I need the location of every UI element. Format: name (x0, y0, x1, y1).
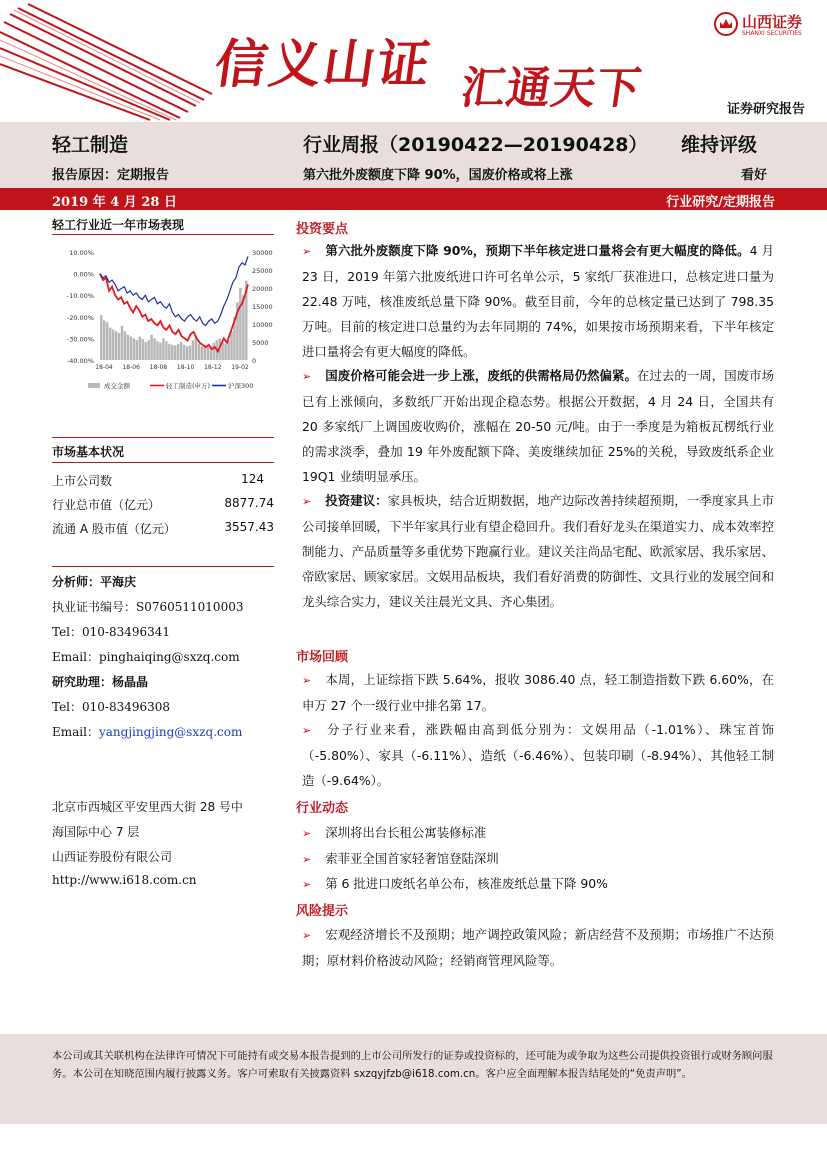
volume-bar (189, 346, 192, 360)
market-label: 上市公司数 (52, 474, 113, 488)
sector-title: 轻工制造 (52, 134, 129, 156)
news-item: ➢ 深圳将出台长租公寓装修标准 (302, 825, 487, 840)
volume-bar (153, 338, 156, 360)
analyst-cert: 执业证书编号：S0760511010003 (52, 600, 244, 614)
assistant-tel: Tel：010-83496308 (52, 700, 171, 714)
divider (52, 234, 274, 235)
slogan-secondary: 汇通天下 (457, 63, 645, 114)
analyst-name: 分析师：平海庆 (52, 575, 137, 589)
volume-bar (207, 347, 210, 360)
y-left-tick-label: -20.00% (66, 313, 94, 322)
slogan-primary: 信义山证 (211, 35, 436, 95)
market-value: 124 (241, 472, 264, 486)
volume-bar (177, 344, 180, 360)
y-right-tick-label: 10000 (252, 321, 273, 329)
analyst-email: Email：pinghaiqing@sxzq.com (52, 650, 240, 664)
assistant-name: 研究助理：杨晶晶 (52, 675, 149, 689)
y-right-tick-label: 25000 (252, 267, 273, 275)
company-website[interactable]: http://www.i618.com.cn (52, 873, 197, 887)
report-header (0, 0, 827, 122)
x-tick-label: 18-08 (149, 364, 168, 371)
logo-text-en: SHANXI SECURITIES (742, 30, 802, 37)
volume-bar (180, 342, 183, 360)
divider (52, 462, 274, 463)
volume-bar (204, 347, 207, 360)
y-left-tick-label: 0.00% (73, 270, 94, 279)
market-label: 流通 A 股市值（亿元） (52, 522, 176, 536)
volume-bar (239, 288, 242, 360)
bullet-arrow-icon: ➢ (302, 495, 312, 508)
analyst-tel: Tel：010-83496341 (52, 625, 171, 639)
volume-bar (112, 329, 115, 360)
report-tag: 证券研究报告 (726, 102, 805, 117)
address-line-1: 北京市西城区平安里西大街 28 号中 (52, 800, 243, 814)
market-row-listed (52, 472, 274, 489)
volume-bar (133, 338, 136, 360)
volume-bar (165, 341, 168, 360)
report-type: 行业研究/定期报告 (666, 195, 775, 210)
y-right-tick-label: 30000 (252, 249, 273, 257)
series-line (100, 256, 248, 325)
volume-bar (136, 340, 139, 360)
company-logo (714, 10, 814, 40)
volume-bar (127, 335, 130, 360)
volume-bar (242, 295, 245, 360)
volume-bar (201, 346, 204, 360)
y-right-tick-label: 5000 (252, 339, 269, 347)
review-point-2: ➢ 分子行业来看，涨跌幅由高到低分别为：文娱用品（-1.01%）、珠宝首饰（-5.80%）、家具（-6.11%）、造纸（-6.46%）、包装印刷（-8.94%）、其他轻工制造（-9.64%）。 (302, 722, 774, 788)
invest-point-1: ➢ 第六批外废额度下降 90%，预期下半年核定进口量将会有更大幅度的降低。4 月 23 日，2019 年第六批废纸进口许可名单公示，5 家纸厂获准进口，总核定进口量为 22.48 万吨，核准废纸总量下降 90%。截至目前，今年的总核定量已达到了 798.35 万吨。目前的核定进口总量约为去年同期的 74%，如果按市场预期来看，下半年核定进口量将会有更大幅度的降低。 (302, 243, 774, 359)
y-left-tick-label: 10.00% (69, 249, 94, 257)
volume-bar (144, 342, 147, 360)
market-performance-chart (52, 240, 274, 396)
x-tick-label: 19-02 (231, 364, 249, 371)
x-tick-label: 18-04 (95, 364, 113, 371)
y-left-tick-label: -10.00% (66, 292, 94, 301)
y-right-tick-label: 15000 (252, 303, 273, 311)
report-date: 2019 年 4 月 28 日 (52, 195, 177, 210)
logo-icon (714, 12, 738, 36)
x-tick-label: 18-06 (122, 364, 140, 371)
chart-title: 轻工行业近一年市场表现 (52, 218, 185, 232)
market-row-float-cap (52, 520, 274, 537)
volume-bar (124, 331, 127, 360)
section-title-review: 市场回顾 (296, 650, 349, 665)
bullet-arrow-icon: ➢ (302, 827, 312, 840)
volume-bar (162, 338, 165, 360)
section-title-invest: 投资要点 (296, 222, 349, 237)
volume-bar (115, 331, 118, 360)
divider (52, 437, 274, 438)
section-title-risk: 风险提示 (296, 904, 349, 919)
bullet-arrow-icon: ➢ (302, 724, 312, 737)
bullet-arrow-icon: ➢ (302, 929, 312, 942)
volume-bar (230, 331, 233, 360)
volume-bar (212, 343, 215, 360)
legend-label: 沪深300 (228, 382, 254, 390)
news-item: ➢ 索菲亚全国首家轻奢馆登陆深圳 (302, 851, 499, 866)
volume-bar (118, 333, 121, 360)
report-title: 行业周报（20190422—20190428） (303, 134, 648, 156)
y-left-tick-label: -40.00% (66, 357, 94, 365)
invest-point-2: ➢ 国废价格可能会进一步上涨，废纸的供需格局仍然偏紧。在过去的一周，国废市场已有上涨倾向，多数纸厂开始出现企稳态势。根据公开数据，4 月 24 日，全国共有 20 多家纸厂上调国废收购价，涨幅在 20-50 元/吨。由于一季度是为箱板瓦楞纸行业的需求淡季，叠加 19 年外废配额下降、美废继续加征 25%的关税，导致废纸系企业 19Q1 业绩明显承压。 (302, 368, 775, 484)
volume-bar (159, 343, 162, 360)
volume-bar (106, 322, 109, 360)
market-value: 3557.43 (224, 520, 274, 534)
volume-bar (150, 335, 153, 360)
assistant-email: Email：yangjingjing@sxzq.com (52, 725, 243, 739)
legend-label: 成交金额 (104, 382, 130, 390)
rating-label: 维持评级 (681, 134, 758, 156)
bullet-arrow-icon: ➢ (302, 370, 312, 383)
report-reason: 报告原因：定期报告 (52, 168, 170, 183)
invest-point-3: ➢ 投资建议：家具板块，结合近期数据，地产边际改善持续超预期，一季度家具上市公司接单回暖，下半年家具行业有望企稳回升。我们看好龙头在渠道实力、成本效率控制能力、产品质量等多重优势下跑赢行业。建议关注尚品宅配、欧派家居、我乐家居、帝欧家居、顾家家居。文娱用品板块，我们看好消费的防御性、文具行业的发展空间和龙头综合实力，建议关注晨光文具、齐心集团。 (302, 493, 774, 609)
review-point-1: ➢ 本周，上证综指下跌 5.64%，报收 3086.40 点，轻工制造指数下跌 6.60%，在申万 27 个一级行业中排名第 17。 (302, 672, 774, 713)
bullet-arrow-icon: ➢ (302, 853, 312, 866)
volume-bar (174, 346, 177, 360)
header-rays-decoration (0, 0, 240, 122)
address-line-2: 海国际中心 7 层 (52, 825, 140, 839)
news-item: ➢ 第 6 批进口废纸名单公布，核准废纸总量下降 90% (302, 876, 608, 891)
report-headline: 第六批外废额度下降 90%，国废价格或将上涨 (303, 168, 573, 183)
volume-bar (224, 344, 227, 360)
y-left-tick-label: -30.00% (66, 335, 94, 344)
x-tick-label: 18-12 (204, 364, 222, 371)
volume-bar (138, 337, 141, 360)
bullet-arrow-icon: ➢ (302, 245, 312, 258)
section-title-news: 行业动态 (296, 801, 349, 816)
volume-bar (171, 345, 174, 360)
volume-bar (109, 328, 112, 360)
volume-bar (147, 340, 150, 360)
y-right-tick-label: 20000 (252, 285, 273, 293)
rating-value: 看好 (741, 168, 768, 183)
bullet-arrow-icon: ➢ (302, 878, 312, 891)
volume-bar (130, 337, 133, 360)
x-tick-label: 18-10 (176, 364, 195, 371)
volume-bar (192, 340, 195, 360)
company-name: 山西证券股份有限公司 (52, 850, 173, 864)
bullet-arrow-icon: ➢ (302, 674, 312, 687)
volume-bar (198, 344, 201, 360)
y-right-tick-label: 0 (252, 357, 257, 365)
email-link[interactable]: yangjingjing@sxzq.com (98, 725, 243, 739)
legend-swatch (88, 383, 100, 388)
volume-bar (183, 345, 186, 360)
market-section-title: 市场基本状况 (52, 445, 125, 459)
volume-bar (121, 326, 124, 360)
volume-bar (100, 315, 103, 360)
volume-bar (168, 344, 171, 360)
disclaimer: 本公司或其关联机构在法律许可情况下可能持有或交易本报告提到的上市公司所发行的证券或投资标的，还可能为或争取为这些公司提供投资银行或财务顾问服务。本公司在知晓范围内履行披露义务。客户可索取有关披露资料 sxzqyjfzb@i618.com.cn。客户应全面理解本报告结尾处的“免责声明”。 (52, 1050, 773, 1080)
risk-text: ➢ 宏观经济增长不及预期；地产调控政策风险；新店经营不及预期；市场推广不达预期；原材料价格波动风险；经销商管理风险等。 (302, 927, 774, 968)
market-row-total-cap (52, 496, 274, 513)
volume-bar (103, 320, 106, 360)
market-label: 行业总市值（亿元） (52, 498, 161, 512)
volume-bar (141, 339, 144, 360)
volume-bar (186, 346, 189, 360)
legend-label: 轻工制造(申万) (166, 382, 211, 390)
logo-text: 山西证券 (742, 13, 803, 31)
divider (52, 566, 274, 567)
market-value: 8877.74 (224, 496, 274, 510)
volume-bar (156, 341, 159, 360)
